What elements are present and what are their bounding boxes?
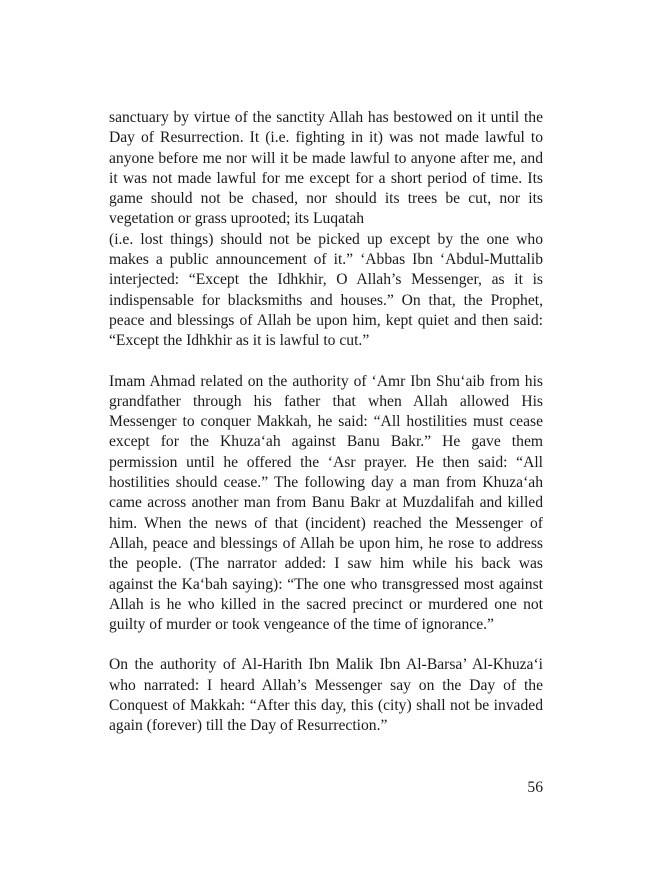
page-number: 56 <box>527 779 543 796</box>
paragraph-part: sanctuary by virtue of the sanctity Allah has bestowed on it until the Day of Resurrection. It (i.e. fighting in it) was not made lawful to anyone before me nor will it be made lawful to anyone after me, and it was not made lawful for me except for a short period of time. Its game should not be chased, nor should its trees be cut, nor its vegetation or grass uprooted; its Luqatah <box>109 109 543 228</box>
paragraph-imam-ahmad: Imam Ahmad related on the authority of ‘Amr Ibn Shu‘aib from his grandfather through his father that when Allah allowed His Messenger to conquer Makkah, he said: “All hostilities must cease except for the Khuza‘ah against Banu Bakr.” He gave them permission until he offered the ‘Asr prayer. He then said: “All hostilities should cease.” The following day a man from Khuza‘ah came across another man from Banu Bakr at Muzdalifah and killed him. When the news of that (incident) reached the Messenger of Allah, peace and blessings of Allah be upon him, he rose to address the people. (The narrator added: I saw him while his back was against the Ka‘bah saying): “The one who transgressed most against Allah is he who killed in the sacred precinct or murdered one not guilty of murder or took vengeance of the time of ignorance.” <box>109 372 543 634</box>
paragraph-sanctuary-hadith <box>109 108 543 352</box>
paragraph-part: (i.e. lost things) should not be picked up except by the one who makes a public announcement of it.” ‘Abbas Ibn ‘Abdul-Muttalib interjected: “Except the Idhkhir, O Allah’s Messenger, as it is indispensable for blacksmiths and houses.” On that, the Prophet, peace and blessings of Allah be upon him, kept quiet and then said: “Except the Idhkhir as it is lawful to cut.” <box>109 230 543 350</box>
page-body <box>109 108 543 737</box>
paragraph-al-harith: On the authority of Al-Harith Ibn Malik Ibn Al-Barsa’ Al-Khuza‘i who narrated: I heard Allah’s Messenger say on the Day of the Conquest of Makkah: “After this day, this (city) shall not be invaded again (forever) till the Day of Resurrection.” <box>109 656 543 735</box>
